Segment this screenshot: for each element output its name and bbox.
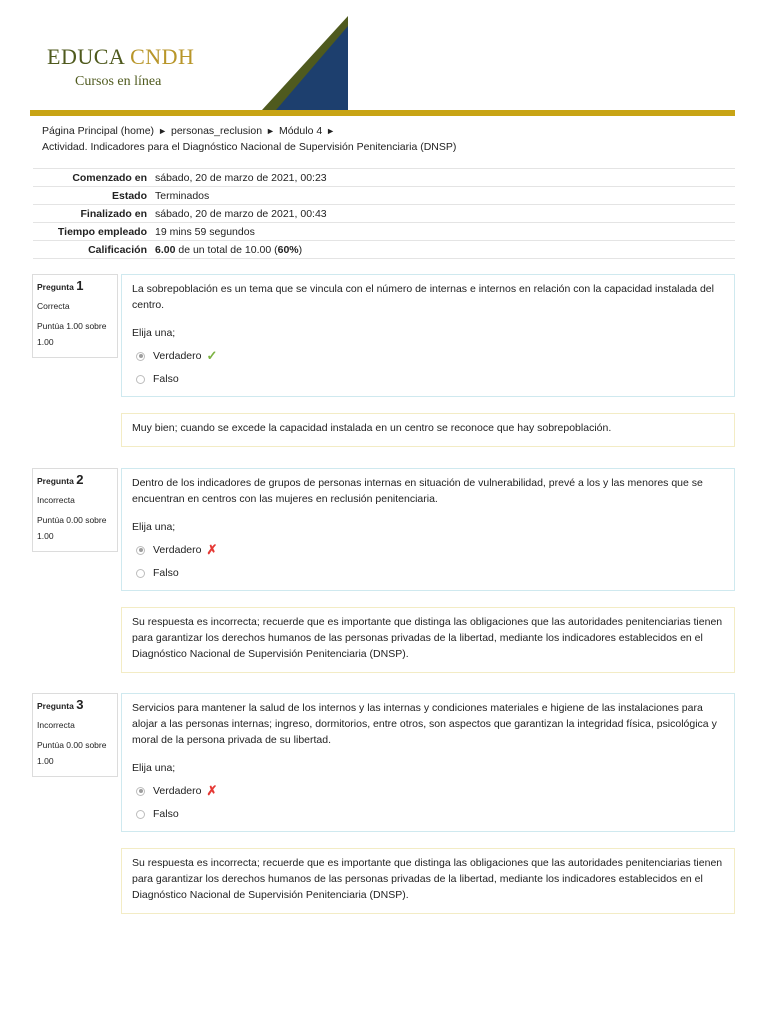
logo-graphic-icon [262,16,352,112]
question-grade: Puntúa 1.00 sobre 1.00 [37,321,107,347]
breadcrumb-separator-icon: ► [158,126,167,136]
feedback-text: Muy bien; cuando se excede la capacidad instalada en un centro se reconoce que hay sobrepoblación. [132,422,612,434]
question-number: 1 [76,278,84,293]
question-label: Pregunta [37,701,74,711]
question-text: Servicios para mantener la salud de los internos y las internas y condiciones materiales e higiene de las instalaciones para alojar a las personas internas; ingreso, dormitorios, entre otros, son aspectos que garantizan la integridad física, psicológica y moral de la persona privada de su libertad. [132,702,717,746]
breadcrumb-home-link[interactable]: Página Principal (home) [42,125,155,137]
summary-label: Comenzado en [33,169,151,187]
question-prompt: Elija una; [132,762,176,774]
site-logo-text[interactable] [47,44,194,70]
question-feedback-1 [121,413,735,447]
summary-value: sábado, 20 de marzo de 2021, 00:43 [151,205,735,223]
cross-icon: ✗ [206,783,218,798]
summary-value: Terminados [151,187,735,205]
question-content-2 [121,468,735,591]
question-state: Incorrecta [37,720,75,730]
radio-button-selected[interactable] [136,546,145,555]
radio-button-selected[interactable] [136,787,145,796]
grade-percent: 60% [277,243,299,256]
radio-button[interactable] [136,810,145,819]
breadcrumb-separator-icon: ► [326,126,336,136]
header-divider [30,110,735,116]
question-grade: Puntúa 0.00 sobre 1.00 [37,740,107,766]
option-label: Verdadero [153,350,202,362]
question-content-3 [121,693,735,832]
summary-label: Finalizado en [33,205,151,223]
answer-option[interactable] [136,565,724,581]
question-grade: Puntúa 0.00 sobre 1.00 [37,515,107,541]
question-prompt: Elija una; [132,327,176,339]
answer-option[interactable] [136,783,724,799]
brand-word-educa: EDUCA [47,44,125,69]
summary-value: 19 mins 59 segundos [151,223,735,241]
question-info-3 [32,693,118,777]
breadcrumb-module-link[interactable]: Módulo 4 [278,125,323,137]
question-info-1 [32,274,118,358]
attempt-summary-table [33,168,735,259]
answer-option[interactable] [136,348,724,364]
question-label: Pregunta [37,282,74,292]
breadcrumb-current-activity[interactable]: Actividad. Indicadores para el Diagnóstico Nacional de Supervisión Penitenciaria (DNSP) [42,140,457,153]
question-state: Correcta [37,301,70,311]
grade-close-paren: ) [298,243,303,256]
grade-score: 6.00 [155,243,176,256]
question-number: 3 [76,697,84,712]
answer-option[interactable] [136,371,724,387]
option-label: Verdadero [153,544,202,556]
feedback-text: Su respuesta es incorrecta; recuerde que es importante que distinga las obligaciones que las autoridades penitenciarias tienen para garantizar los derechos humanos de las personas privadas de la libertad, mediante los indicadores establecidos en el Diagnóstico Nacional de Supervisión Penitenciaria (DNSP). [132,857,723,901]
question-text: La sobrepoblación es un tema que se vincula con el número de internas e internos en relación con la capacidad instalada del centro. [132,283,714,311]
summary-row [33,169,735,187]
question-content-1 [121,274,735,397]
option-label: Verdadero [153,785,202,797]
answer-option[interactable] [136,542,724,558]
breadcrumb-course-link[interactable]: personas_reclusion [170,125,263,137]
summary-label: Calificación [33,241,151,259]
summary-value: sábado, 20 de marzo de 2021, 00:23 [151,169,735,187]
question-prompt: Elija una; [132,521,176,533]
summary-row [33,205,735,223]
radio-button[interactable] [136,569,145,578]
site-tagline: Cursos en línea [75,74,162,89]
question-feedback-3 [121,848,735,914]
radio-button-selected[interactable] [136,352,145,361]
summary-row [33,223,735,241]
option-label: Falso [153,808,179,820]
cross-icon: ✗ [206,542,218,557]
question-info-2 [32,468,118,552]
feedback-text: Su respuesta es incorrecta; recuerde que es importante que distinga las obligaciones que las autoridades penitenciarias tienen para garantizar los derechos humanos de las personas privadas de la libertad, mediante los indicadores establecidos en el Diagnóstico Nacional de Supervisión Penitenciaria (DNSP). [132,616,723,660]
grade-total-text: de un total de 10.00 ( [175,243,278,256]
question-number: 2 [76,472,84,487]
summary-row [33,187,735,205]
option-label: Falso [153,567,179,579]
summary-label: Estado [33,187,151,205]
summary-row-grade [33,241,735,259]
site-header [0,0,768,118]
question-state: Incorrecta [37,495,75,505]
question-feedback-2 [121,607,735,673]
breadcrumb [42,124,732,155]
brand-word-cndh: CNDH [130,44,195,69]
question-label: Pregunta [37,476,74,486]
radio-button[interactable] [136,375,145,384]
option-label: Falso [153,373,179,385]
summary-grade-value [151,241,735,259]
answer-option[interactable] [136,806,724,822]
breadcrumb-separator-icon: ► [266,126,275,136]
check-icon: ✓ [206,348,218,363]
summary-label: Tiempo empleado [33,223,151,241]
question-text: Dentro de los indicadores de grupos de personas internas en situación de vulnerabilidad, prevé a los y las menores que se encuentran en centros con las mujeres en reclusión penitenciaria. [132,477,703,505]
